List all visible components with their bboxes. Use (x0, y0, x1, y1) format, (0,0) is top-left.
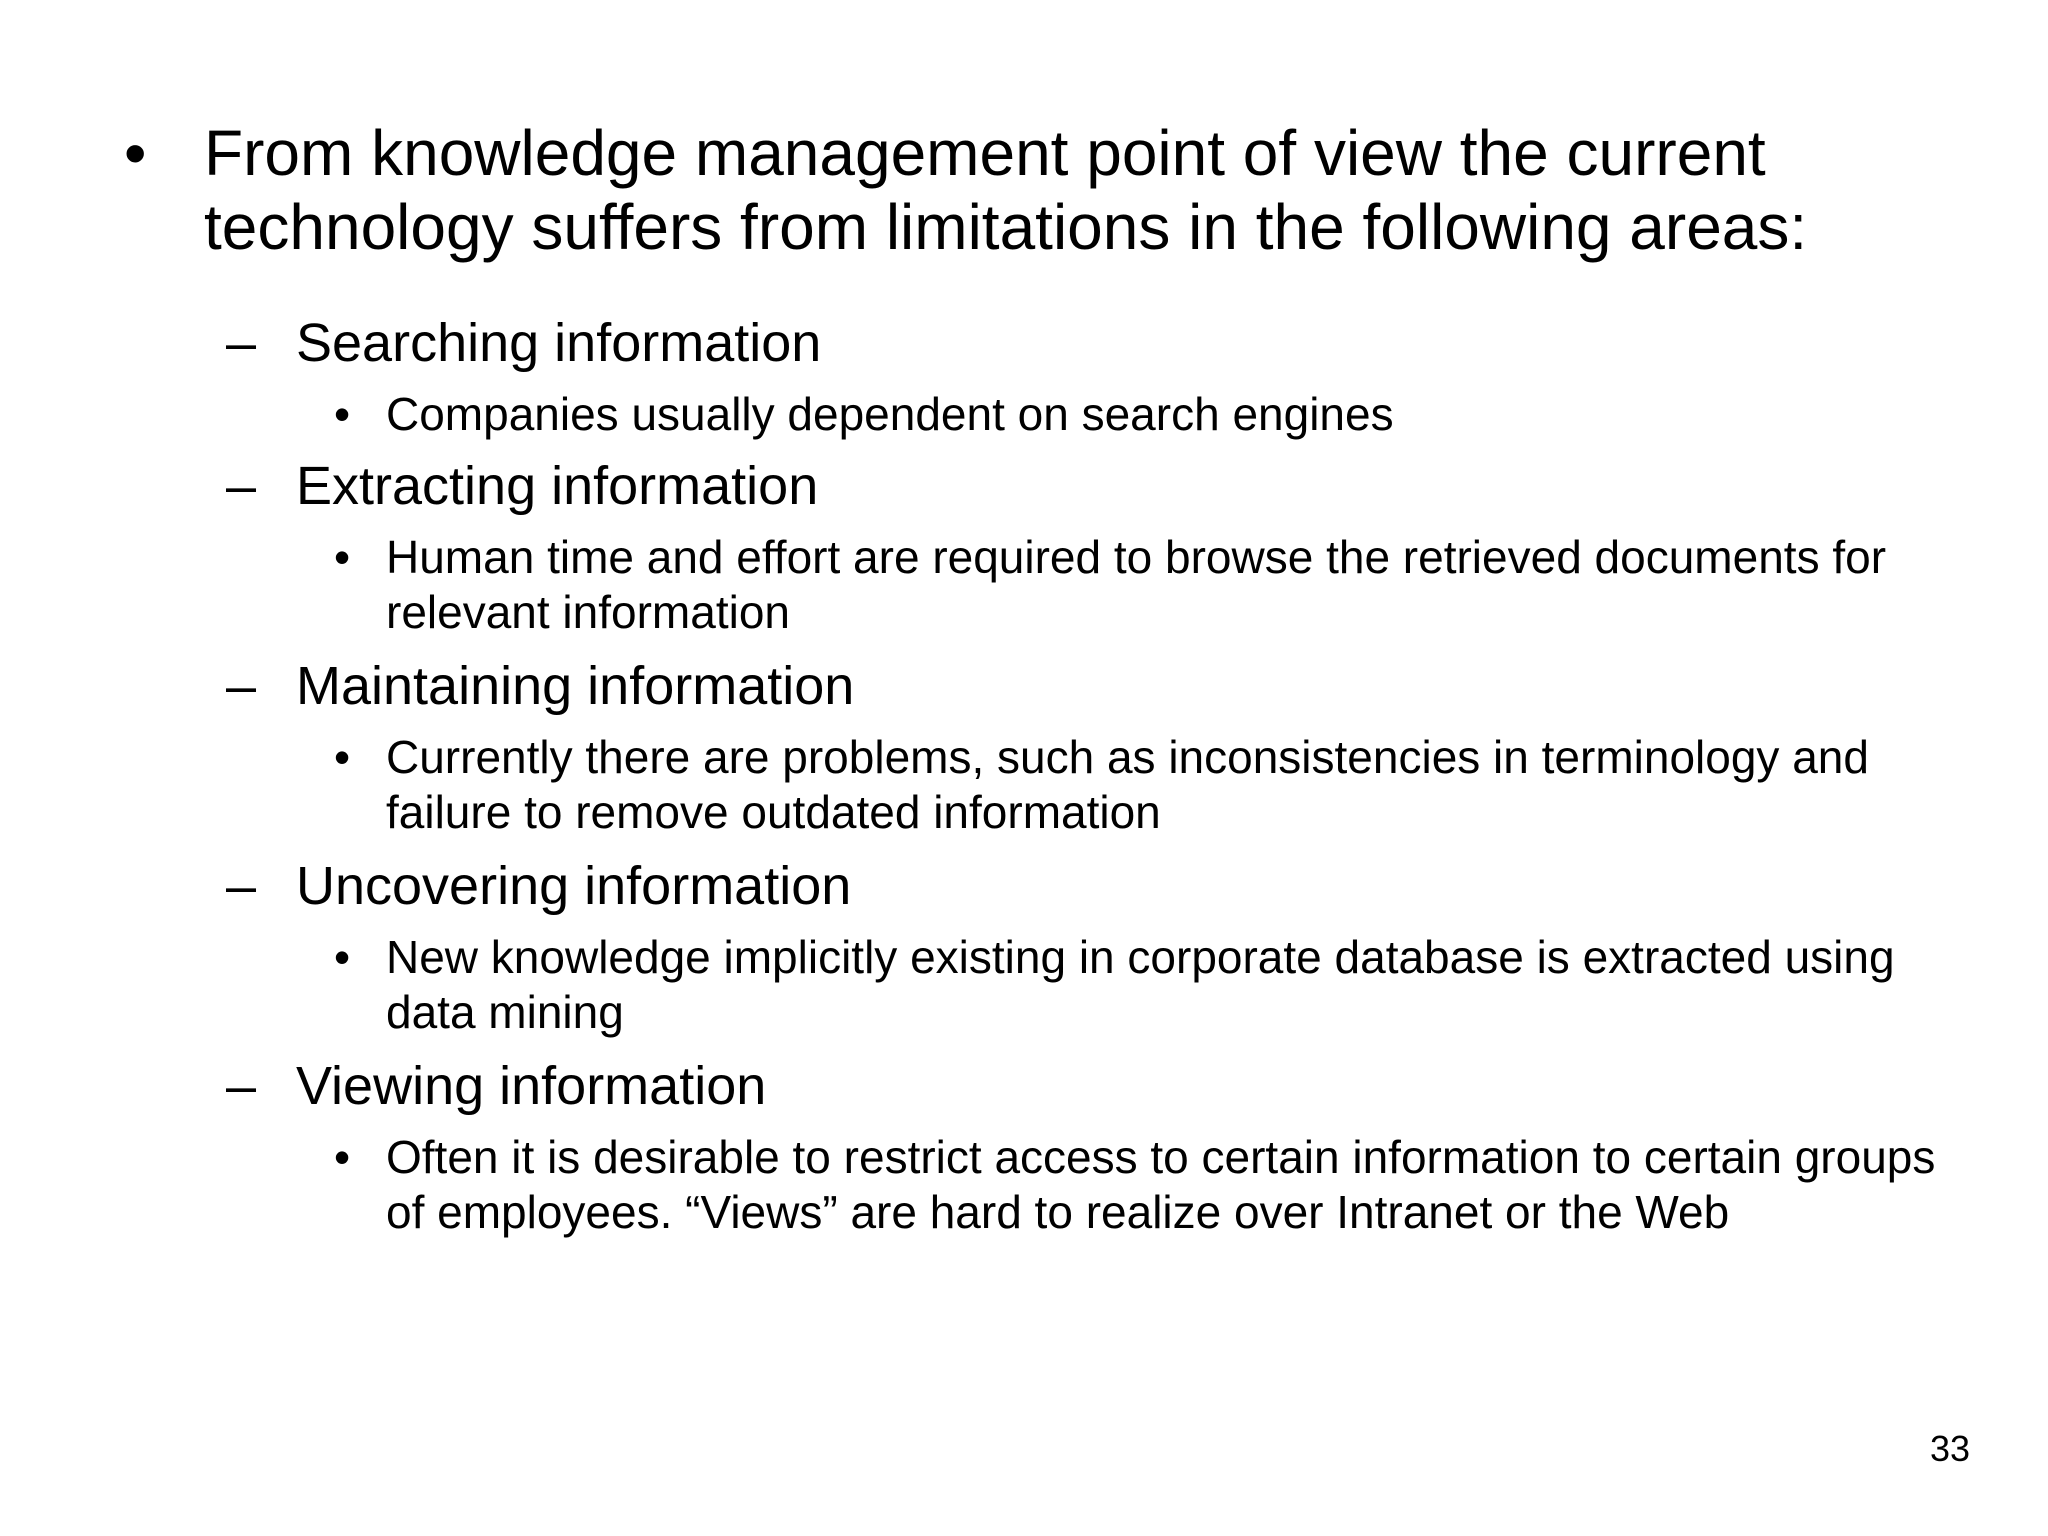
detail-text: Human time and effort are required to browse the retrieved documents for relevant information (386, 531, 1887, 638)
detail-text: New knowledge implicitly existing in corporate database is extracted using data mining (386, 931, 1895, 1038)
main-bullet-text: From knowledge management point of view the current technology suffers from limitations in the following areas: (204, 117, 1808, 263)
sub-item-heading: Maintaining information (296, 656, 855, 716)
detail-marker: • (334, 388, 351, 440)
sub-item-marker: – (226, 456, 257, 516)
detail-text: Currently there are problems, such as inconsistencies in terminology and failure to remove outdated information (386, 731, 1869, 838)
detail-text: Often it is desirable to restrict access to certain information to certain groups of employees. “Views” are hard to realize over Intranet or the Web (386, 1131, 1936, 1238)
sub-item-heading: Uncovering information (296, 856, 852, 916)
sub-item-heading: Viewing information (296, 1056, 767, 1116)
sub-item-heading: Extracting information (296, 456, 819, 516)
sub-item-marker: – (226, 1056, 257, 1116)
detail-marker: • (334, 531, 351, 583)
sub-item-marker: – (226, 856, 257, 916)
sub-item-marker: – (226, 313, 257, 373)
page-number: 33 (1929, 1428, 1970, 1469)
sub-item-heading: Searching information (296, 313, 822, 373)
main-bullet-marker: • (124, 117, 147, 189)
detail-marker: • (334, 731, 351, 783)
detail-marker: • (334, 1131, 351, 1183)
detail-text: Companies usually dependent on search engines (386, 388, 1394, 440)
detail-marker: • (334, 931, 351, 983)
sub-item-marker: – (226, 656, 257, 716)
